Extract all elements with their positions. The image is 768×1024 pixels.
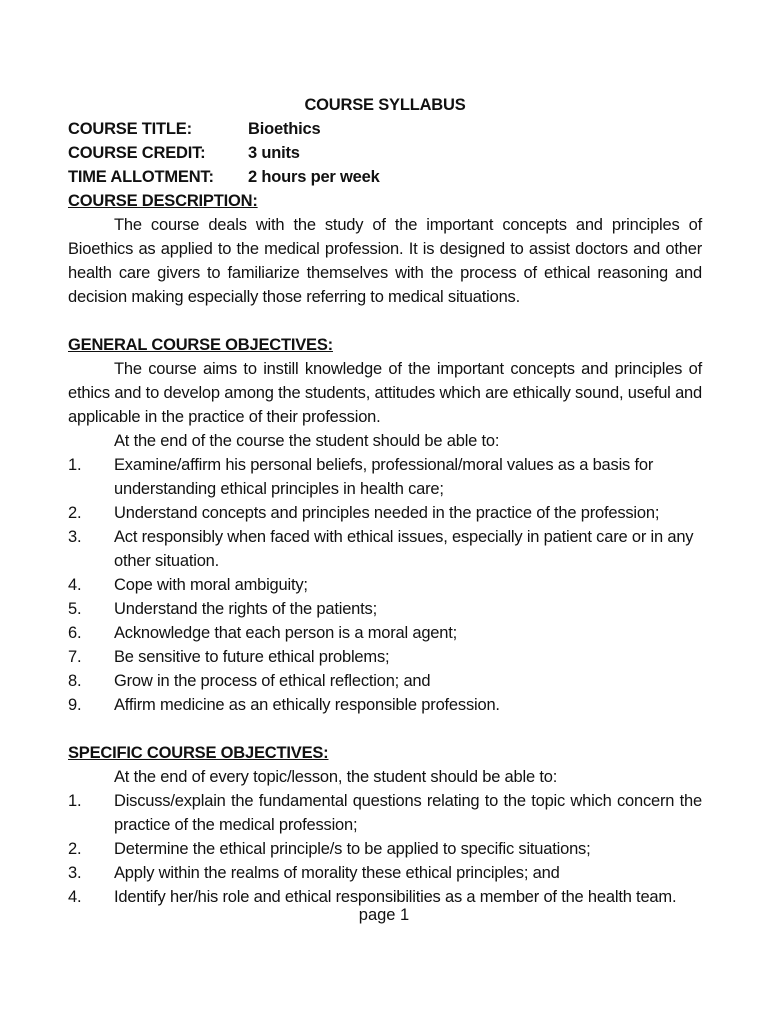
general-objectives-intro: At the end of the course the student should be able to: bbox=[114, 432, 500, 450]
list-item-number: 9. bbox=[68, 696, 82, 714]
list-item-number: 4. bbox=[68, 576, 82, 594]
list-item bbox=[68, 501, 702, 525]
meta-label: TIME ALLOTMENT: bbox=[68, 168, 214, 186]
general-objectives-heading: GENERAL COURSE OBJECTIVES: bbox=[68, 336, 333, 354]
list-item bbox=[68, 861, 702, 885]
description-heading: COURSE DESCRIPTION: bbox=[68, 192, 258, 210]
meta-value: Bioethics bbox=[248, 120, 321, 138]
list-item-number: 3. bbox=[68, 864, 82, 882]
meta-course-title bbox=[68, 117, 702, 141]
document-title: COURSE SYLLABUS bbox=[304, 96, 466, 114]
list-item-number: 8. bbox=[68, 672, 82, 690]
list-item-number: 3. bbox=[68, 528, 82, 546]
meta-value: 2 hours per week bbox=[248, 168, 380, 186]
meta-course-credit bbox=[68, 141, 702, 165]
list-item bbox=[68, 669, 702, 693]
specific-objectives-heading: SPECIFIC COURSE OBJECTIVES: bbox=[68, 744, 329, 762]
list-item bbox=[68, 621, 702, 645]
list-item-number: 1. bbox=[68, 456, 82, 474]
section-spacer bbox=[68, 309, 702, 333]
list-item-number: 1. bbox=[68, 792, 82, 810]
list-item-text: Understand concepts and principles needed in the practice of the profession; bbox=[114, 504, 660, 522]
list-item-number: 7. bbox=[68, 648, 82, 666]
list-item-text: Acknowledge that each person is a moral agent; bbox=[114, 624, 458, 642]
list-item-number: 5. bbox=[68, 600, 82, 618]
list-item-text: Grow in the process of ethical reflection; and bbox=[114, 672, 431, 690]
list-item-text: Apply within the realms of morality these ethical principles; and bbox=[114, 864, 560, 882]
meta-time-allotment bbox=[68, 165, 702, 189]
list-item-text: Affirm medicine as an ethically responsible profession. bbox=[114, 696, 500, 714]
list-item bbox=[68, 597, 702, 621]
section-spacer bbox=[68, 717, 702, 741]
list-item bbox=[68, 573, 702, 597]
list-item bbox=[68, 645, 702, 669]
list-item bbox=[68, 837, 702, 861]
meta-value: 3 units bbox=[248, 144, 300, 162]
general-objectives-text: The course aims to instill knowledge of the important concepts and principles of ethics and to develop among the students, attitudes which are ethically sound, useful and applicable in the practice of their profession. bbox=[68, 360, 702, 426]
list-item-text: Understand the rights of the patients; bbox=[114, 600, 377, 618]
meta-label: COURSE CREDIT: bbox=[68, 144, 206, 162]
list-item bbox=[68, 525, 702, 573]
specific-objectives-intro: At the end of every topic/lesson, the student should be able to: bbox=[114, 768, 558, 786]
description-text: The course deals with the study of the important concepts and principles of Bioethics as applied to the medical profession. It is designed to assist doctors and other health care givers to familiarize themselves with the process of ethical reasoning and decision making especially those referring to medical situations. bbox=[68, 216, 702, 306]
list-item bbox=[68, 789, 702, 837]
document-body bbox=[68, 93, 702, 909]
list-item-number: 6. bbox=[68, 624, 82, 642]
list-item bbox=[68, 693, 702, 717]
list-item-text: Discuss/explain the fundamental questions relating to the topic which concern the practice of the medical profession; bbox=[114, 792, 702, 834]
list-item-text: Identify her/his role and ethical responsibilities as a member of the health team. bbox=[114, 888, 677, 906]
list-item-text: Be sensitive to future ethical problems; bbox=[114, 648, 390, 666]
list-item-text: Act responsibly when faced with ethical issues, especially in patient care or in any other situation. bbox=[114, 528, 694, 570]
meta-label: COURSE TITLE: bbox=[68, 120, 192, 138]
list-item bbox=[68, 453, 702, 501]
page-number: page 1 bbox=[358, 906, 410, 924]
list-item-number: 2. bbox=[68, 504, 82, 522]
list-item-number: 4. bbox=[68, 888, 82, 906]
list-item-text: Examine/affirm his personal beliefs, professional/moral values as a basis for understanding ethical principles in health care; bbox=[114, 456, 654, 498]
list-item-text: Cope with moral ambiguity; bbox=[114, 576, 308, 594]
list-item-text: Determine the ethical principle/s to be applied to specific situations; bbox=[114, 840, 591, 858]
list-item-number: 2. bbox=[68, 840, 82, 858]
